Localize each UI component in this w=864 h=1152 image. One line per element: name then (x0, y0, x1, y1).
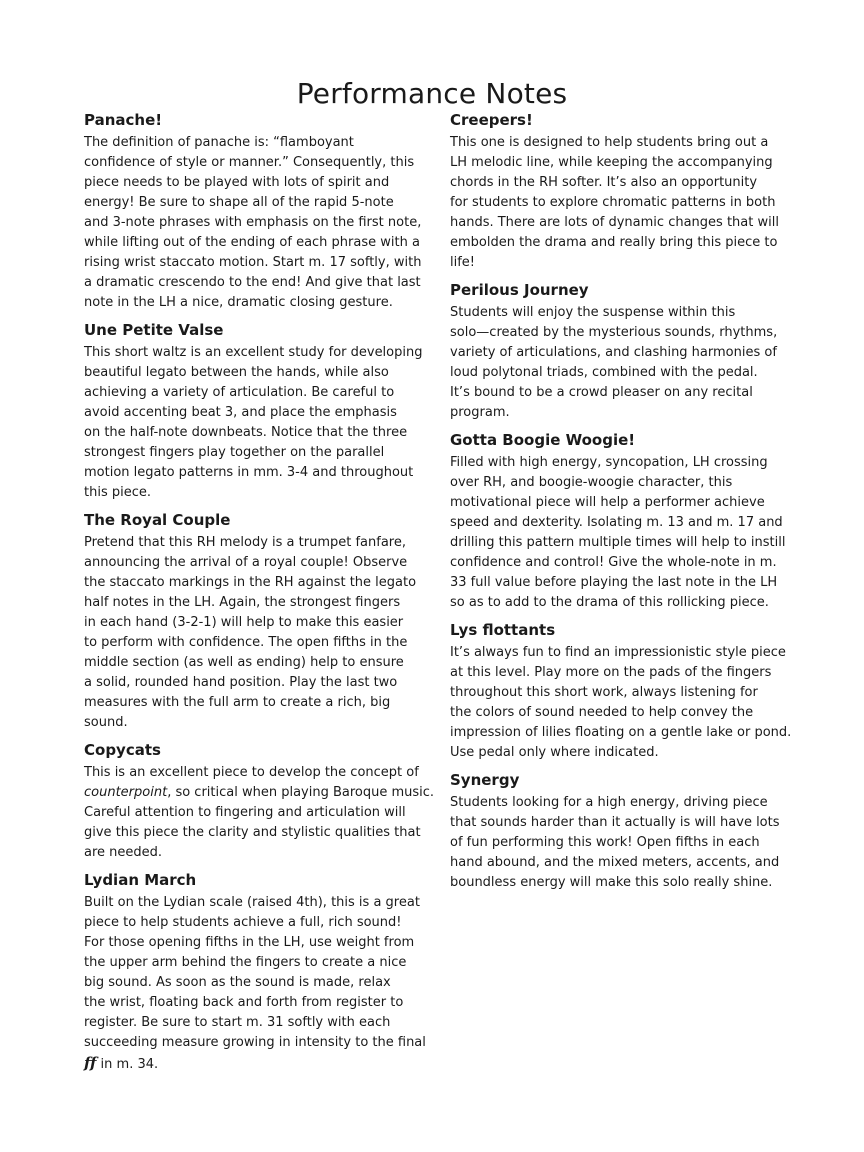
body-line: Filled with high energy, syncopation, LH crossing (450, 455, 768, 470)
section-synergy (450, 770, 784, 893)
body-line: confidence and control! Give the whole-note in m. (450, 555, 777, 570)
body-line: half notes in the LH. Again, the strongest fingers (84, 595, 401, 610)
body-line: Students looking for a high energy, driving piece (450, 795, 768, 810)
body-line: chords in the RH softer. It’s also an opportunity (450, 175, 758, 190)
body-line: This short waltz is an excellent study for developing (84, 345, 423, 360)
body-line: motion legato patterns in mm. 3-4 and throughout (84, 465, 414, 480)
body-line: embolden the drama and really bring this piece to (450, 235, 778, 250)
body-line: program. (450, 405, 510, 420)
section-title: Panache! (84, 111, 163, 129)
section-panache (84, 110, 422, 313)
body-line: speed and dexterity. Isolating m. 13 and m. 17 and (450, 515, 783, 530)
body-line: give this piece the clarity and stylistic qualities that (84, 825, 421, 840)
body-line: note in the LH a nice, dramatic closing gesture. (84, 295, 393, 310)
right-column (450, 110, 792, 900)
body-line: while lifting out of the ending of each phrase with a (84, 235, 420, 250)
body-line: avoid accenting beat 3, and place the emphasis (84, 405, 397, 420)
body-line: for students to explore chromatic patterns in both (450, 195, 776, 210)
body-line: Pretend that this RH melody is a trumpet fanfare, (84, 535, 406, 550)
section-the-royal-couple (84, 510, 416, 733)
body-line: so as to add to the drama of this rollicking piece. (450, 595, 769, 610)
body-line: over RH, and boogie-woogie character, this (450, 475, 733, 490)
body-line: 33 full value before playing the last note in the LH (450, 575, 778, 590)
body-line: sound. (84, 715, 128, 730)
body-line: announcing the arrival of a royal couple! Observe (84, 555, 408, 570)
body-line-rest: , so critical when playing Baroque music. (167, 785, 435, 800)
body-line: the staccato markings in the RH against the legato (84, 575, 417, 590)
body-line: a solid, rounded hand position. Play the last two (84, 675, 398, 690)
body-line: beautiful legato between the hands, while also (84, 365, 389, 380)
fortissimo-mark: ff (84, 1054, 97, 1072)
body-line: at this level. Play more on the pads of the fingers (450, 665, 772, 680)
body-line-rest: in m. 34. (96, 1057, 159, 1072)
section-title: Copycats (84, 741, 161, 759)
section-perilous-journey (450, 280, 784, 423)
body-line: Built on the Lydian scale (raised 4th), this is a great (84, 895, 420, 910)
body-line (84, 1053, 416, 1075)
body-line: are needed. (84, 845, 163, 860)
body-line: that sounds harder than it actually is will have lots (450, 815, 780, 830)
body-line: succeeding measure growing in intensity to the final (84, 1035, 426, 1050)
body-line: piece to help students achieve a full, rich sound! (84, 915, 402, 930)
body-line: in each hand (3-2-1) will help to make this easier (84, 615, 404, 630)
body-line: boundless energy will make this solo really shine. (450, 875, 773, 890)
body-line: the upper arm behind the fingers to create a nice (84, 955, 407, 970)
body-line: impression of lilies floating on a gentle lake or pond. (450, 725, 792, 740)
body-line: a dramatic crescendo to the end! And give that last (84, 275, 421, 290)
body-line: The definition of panache is: “flamboyant (84, 135, 354, 150)
body-line: register. Be sure to start m. 31 softly with each (84, 1015, 391, 1030)
section-une-petite-valse (84, 320, 423, 503)
body-line: this piece. (84, 485, 151, 500)
left-column (84, 110, 435, 1082)
body-line: rising wrist staccato motion. Start m. 17 softly, with (84, 255, 422, 270)
body-line (84, 783, 435, 803)
body-line: Use pedal only where indicated. (450, 745, 659, 760)
section-title: Gotta Boogie Woogie! (450, 431, 636, 449)
body-line: variety of articulations, and clashing harmonies of (450, 345, 777, 360)
section-title: The Royal Couple (84, 511, 231, 529)
body-line: on the half-note downbeats. Notice that the three (84, 425, 408, 440)
body-line: throughout this short work, always listening for (450, 685, 758, 700)
section-title: Lydian March (84, 871, 197, 889)
section-title: Une Petite Valse (84, 321, 224, 339)
body-line: of fun performing this work! Open fifths in each (450, 835, 760, 850)
section-gotta-boogie-woogie (450, 430, 784, 613)
body-line: energy! Be sure to shape all of the rapid 5-note (84, 195, 394, 210)
body-line: This is an excellent piece to develop the concept of (84, 765, 419, 780)
italic-term: counterpoint (84, 785, 168, 800)
body-line: to perform with confidence. The open fifths in the (84, 635, 408, 650)
section-lydian-march (84, 870, 426, 1075)
body-line: hand abound, and the mixed meters, accents, and (450, 855, 780, 870)
section-title: Creepers! (450, 111, 533, 129)
body-line: the colors of sound needed to help convey the (450, 705, 754, 720)
body-line: measures with the full arm to create a rich, big (84, 695, 391, 710)
body-line: It’s always fun to find an impressionistic style piece (450, 645, 786, 660)
body-line: It’s bound to be a crowd pleaser on any recital (450, 385, 753, 400)
body-line: strongest fingers play together on the parallel (84, 445, 385, 460)
body-line: This one is designed to help students bring out a (450, 135, 769, 150)
body-line: solo—created by the mysterious sounds, rhythms, (450, 325, 778, 340)
body-line: Students will enjoy the suspense within this (450, 305, 736, 320)
body-line: and 3-note phrases with emphasis on the first note, (84, 215, 422, 230)
section-title: Synergy (450, 771, 520, 789)
body-line: LH melodic line, while keeping the accompanying (450, 155, 773, 170)
body-line: drilling this pattern multiple times will help to instill (450, 535, 786, 550)
body-line: life! (450, 255, 476, 270)
section-title: Perilous Journey (450, 281, 589, 299)
page-title: Performance Notes (296, 76, 568, 110)
body-line: confidence of style or manner.” Consequently, this (84, 155, 415, 170)
body-line: middle section (as well as ending) help to ensure (84, 655, 404, 670)
section-copycats (84, 740, 435, 863)
body-line: hands. There are lots of dynamic changes that will (450, 215, 779, 230)
section-lys-flottants (450, 620, 792, 763)
section-creepers (450, 110, 784, 273)
body-line: Careful attention to fingering and articulation will (84, 805, 406, 820)
body-line: loud polytonal triads, combined with the pedal. (450, 365, 758, 380)
body-line: piece needs to be played with lots of spirit and (84, 175, 390, 190)
section-title: Lys flottants (450, 621, 556, 639)
body-line: the wrist, floating back and forth from register to (84, 995, 404, 1010)
body-line: big sound. As soon as the sound is made, relax (84, 975, 391, 990)
body-line: motivational piece will help a performer achieve (450, 495, 765, 510)
body-line: For those opening fifths in the LH, use weight from (84, 935, 415, 950)
body-line: achieving a variety of articulation. Be careful to (84, 385, 395, 400)
